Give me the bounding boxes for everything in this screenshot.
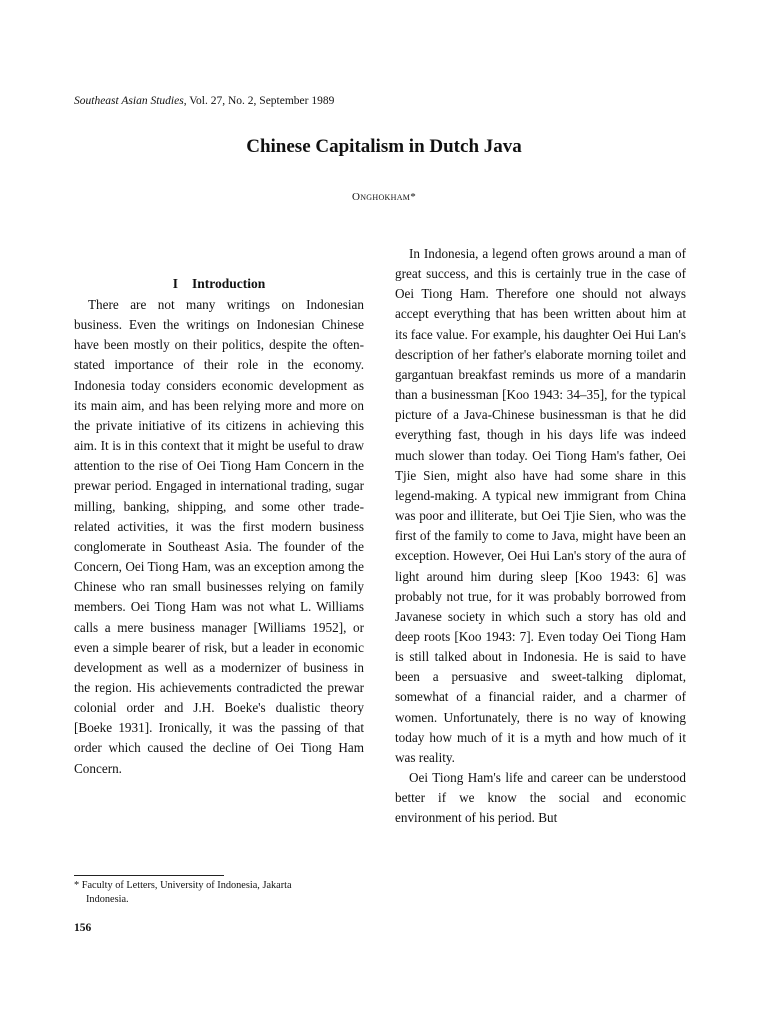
footnote-divider: [74, 875, 224, 876]
article-title: Chinese Capitalism in Dutch Java: [246, 136, 522, 157]
footnote: [74, 879, 374, 907]
author-name: Onghokham: [351, 191, 411, 203]
page-number: 156: [74, 922, 92, 934]
right-column: [395, 244, 686, 829]
section-heading: [74, 274, 364, 294]
left-column: [74, 295, 364, 779]
author-footnote-mark: *: [410, 191, 416, 203]
journal-details: , Vol. 27, No. 2, September 1989: [183, 95, 335, 107]
footnote-text-line1: Faculty of Letters, University of Indonesia, Jakarta: [81, 880, 292, 891]
footnote-text-line2: Indonesia.: [86, 894, 129, 905]
paragraph: Oei Tiong Ham's life and career can be understood better if we know the social and economic environment of his period. But: [395, 770, 686, 826]
author-line: [0, 190, 768, 204]
paragraph: There are not many writings on Indonesian business. Even the writings on Indonesian Chinese have been mostly on their politics, despite the often-stated importance of their role in the economy. Indonesia today considers economic development as its main aim, and has been relying more and more on the private initiative of its citizens in achieving this aim. It is in this context that it might be useful to draw attention to the rise of Oei Tiong Ham Concern in the prewar period. Engaged in international trading, sugar milling, banking, shipping, and some other trade-related activities, it was the first modern business conglomerate in Southeast Asia. The founder of the Concern, Oei Tiong Ham, was an exception among the Chinese who ran small businesses relying on family members. Oei Tiong Ham was not what L. Williams calls a mere business manager [Williams 1952], or even a simple bearer of risk, but a leader in economic development as well as a modernizer of business in the region. His achievements contradicted the prewar colonial order and J.H. Boeke's dualistic theory [Boeke 1931]. Ironically, it was the passing of that order which caused the decline of Oei Tiong Ham Concern.: [74, 297, 364, 776]
journal-citation: [74, 94, 334, 109]
footnote-mark: *: [74, 880, 80, 891]
section-number: I: [172, 276, 178, 291]
paragraph: In Indonesia, a legend often grows around a man of great success, and this is certainly true in the case of Oei Tiong Ham. Therefore one should not always accept everything that has been written about him at its face value. For example, his daughter Oei Hui Lan's description of her father's elaborate morning toilet and gargantuan breakfast reminds us more of a mandarin than a businessman [Koo 1943: 34–35], for the typical picture of a Java-Chinese businessman is that he did everything fast, though in his days life was indeed much slower than today. Oei Tiong Ham's father, Oei Tjie Sien, might also have had some share in this legend-making. A typical new immigrant from China was poor and illiterate, but Oei Tjie Sien, who was the first of the family to come to Java, might have been an exception. However, Oei Hui Lan's story of the aura of light around him during sleep [Koo 1943: 6] was probably not true, for it was probably borrowed from Javanese society in which such a story has old and deep roots [Koo 1943: 7]. Even today Oei Tiong Ham is still talked about in Indonesia. He is said to have been a persuasive and sweet-talking diplomat, somewhat of a financial raider, and a charmer of women. Unfortunately, there is no way of knowing today how much of it is a myth and how much of it was reality.: [395, 246, 686, 765]
section-title: Introduction: [191, 276, 266, 291]
journal-name: Southeast Asian Studies: [74, 95, 184, 107]
